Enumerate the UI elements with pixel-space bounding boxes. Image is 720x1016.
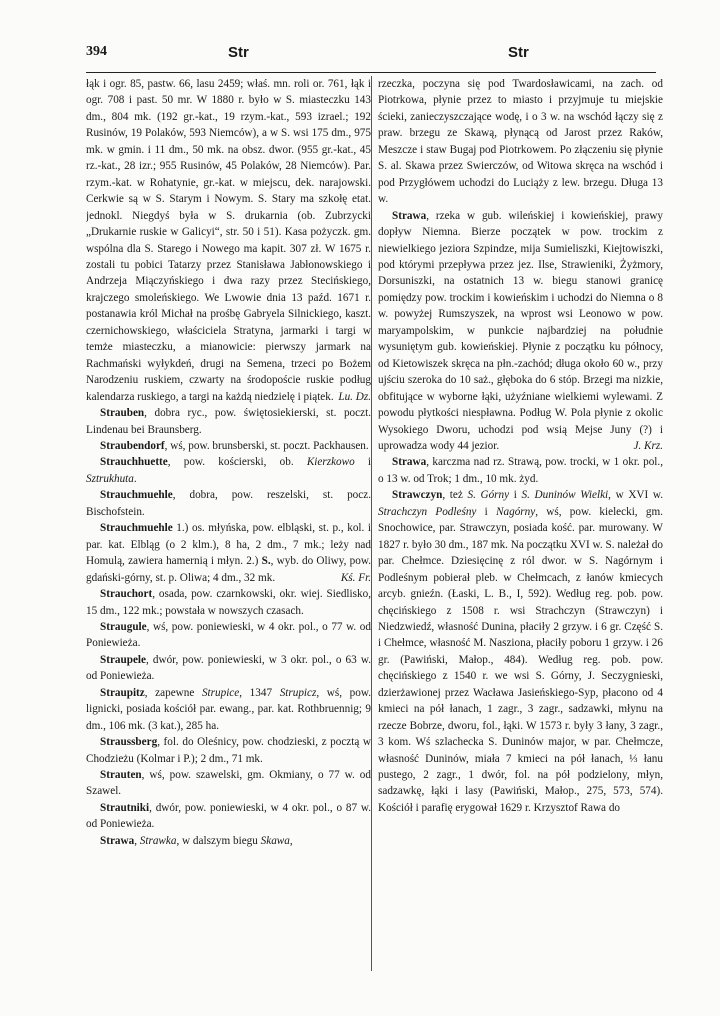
dictionary-entry xyxy=(86,438,371,454)
dictionary-entry xyxy=(86,619,371,652)
entry-headword: Strauchhuette xyxy=(100,456,168,469)
italic-text: S. Duninów Wielki xyxy=(521,489,609,502)
entry-headword: Strauchort xyxy=(100,588,153,601)
entry-headword: Straupele xyxy=(100,653,146,666)
entry-headword: Straupitz xyxy=(100,686,145,699)
entry-text: , dwór, pow. poniewieski, w 4 okr. pol., o 87 w. od Poniewieża. xyxy=(86,801,371,831)
dictionary-entry xyxy=(86,685,371,734)
entry-headword: Strawa xyxy=(392,456,427,469)
dictionary-entry xyxy=(378,487,663,816)
italic-text: Nagórny xyxy=(496,505,536,518)
dictionary-entry xyxy=(86,487,371,520)
dictionary-entry xyxy=(378,76,663,208)
author-signature: Kś. Fr. xyxy=(340,571,371,584)
italic-text: S. Górny xyxy=(467,489,510,502)
running-head-right: Str xyxy=(508,44,529,61)
entry-headword: Strawczyn xyxy=(392,489,443,502)
entry-text: , w XVI w. xyxy=(608,489,663,502)
entry-headword: Strawa xyxy=(100,834,135,847)
italic-text: Strupicz xyxy=(279,686,317,699)
entry-text: , xyxy=(134,834,140,847)
entry-text: , osada, pow. czarnkowski, okr. wiej. Siedlisko, 15 dm., 122 mk.; powstała w nowszych czasach. xyxy=(86,588,371,617)
entry-text: , w dalszym biegu xyxy=(176,834,261,847)
entry-text: , pow. kościerski, ob. xyxy=(167,456,307,469)
dictionary-entry xyxy=(86,800,371,833)
entry-text: rzeczka, poczyna się pod Twardosławicami, na zach. od Piotrkowa, płynie przez to miasto i przyjmuje tu miejskie ścieki, zanieczyszczające wodę, i o 3 w. na wschód łączy się z praw. brzegu ze Skawą, płynącą od Jarost przez Raków, Meszcze i staw Bugaj pod Piotrkowem. Po złączeniu się płynie S. al. Skawa przez Swierczów, od Witowa skręca na wschód i pod Przygłówem uchodzi do Luciąży z lew. brzegu. Długa 13 w. xyxy=(378,78,663,206)
italic-text: Strawka xyxy=(139,834,177,847)
dictionary-entry xyxy=(86,520,371,586)
entry-headword: Straugule xyxy=(100,620,147,633)
entry-headword: Strawa xyxy=(392,209,427,222)
entry-text: i xyxy=(476,505,497,518)
running-head-left: Str xyxy=(228,44,249,61)
entry-headword: Strauben xyxy=(100,407,145,420)
entry-text: łąk i ogr. 85, pastw. 66, lasu 2459; właś. mn. roli or. 761, łąk i ogr. 708 i past. 50 mr. W 1880 r. było w S. miasteczku 143 dm., 804 mk. (192 gr.-kat., 19 rzym.-kat., 593 izrael.; 192 Rusinów, 19 Polaków, 593 Niemców), a w S. wsi 175 dm., 975 mk. w gmin. i 11 dm., 50 mk. na obsz. dwor. (955 gr.-kat., 45 rz.-kat., 28 izr.; 955 Rusinów, 45 Polaków, 28 Niemców). Par. rzym.-kat. w Rohatynie, gr.-kat. w miejscu, dek. narajowski. Cerkwie są w S. Starym i Nowym. S. Stary ma szkołę etat. jednokl. Niegdyś była w S. drukarnia (ob. Zubrzycki „Drukarnie ruskie w Galicyi“, str. 50 i 51). Kasa pożyczk. gm. wspólna dla S. Starego i Nowego ma kapit. 307 zł. W 1675 r. zostali tu pobici Tatarzy przez Stanisława Jabłonowskiego i Andrzeja Miączyńskiego i dwa razy przez Stecińskiego, krajczego smoleńskiego. We Lwowie dnia 13 paźd. 1671 r. postanawia król Michał na prośbę Gabryela Silnickiego, kaszt. czernichowskiego, właściciela Stratyna, jarmarki i targi w temże miasteczku, a mianowicie: pierwszy jarmark na Rachmański wyłykdeń, drugi na Semena, trzeci po Bożem Narodzeniu ruskiem, czwarty na środopoście ruskie podług kalendarza ruskiego, a targi na każdą niedzielę i piątek. xyxy=(86,78,371,403)
entry-text: , 1347 xyxy=(239,686,280,699)
entry-text: , wyb. do Oliwy, pow. gdański-górny, st. p. Oliwa; 4 dm., 32 mk. xyxy=(86,555,371,584)
entry-headword: Straubendorf xyxy=(100,439,165,452)
entry-headword: S. xyxy=(261,555,271,568)
dictionary-entry xyxy=(378,454,663,487)
italic-text: Skawa xyxy=(260,834,290,847)
entry-text: , zapewne xyxy=(144,686,202,699)
entry-text: , karczma nad rz. Strawą, pow. trocki, w 1 okr. pol., o 13 w. od Trok; 1 dm., 10 mk. żyd. xyxy=(378,456,663,485)
dictionary-entry xyxy=(86,767,371,800)
entry-headword: Strautniki xyxy=(100,801,150,814)
dictionary-entry xyxy=(86,586,371,619)
entry-text: , dwór, pow. poniewieski, w 3 okr. pol., o 63 w. od Poniewieża. xyxy=(86,653,371,683)
author-signature: J. Krz. xyxy=(633,439,663,452)
dictionary-entry xyxy=(86,405,371,438)
entry-text: i xyxy=(509,489,522,502)
entry-text: , dobra, pow. reszelski, st. pocz. Bischofstein. xyxy=(86,489,371,518)
entry-headword: Straussberg xyxy=(100,736,158,749)
column-separator xyxy=(371,76,372,971)
entry-headword: Strauten xyxy=(100,769,142,782)
entry-text: , też xyxy=(442,489,468,502)
entry-text: , rzeka w gub. wileńskiej i kowieńskiej, prawy dopływ Niemna. Bierze początek w pow. trockim z niewielkiego jeziora Szpindze, mija Sumieliszki, Kiejtowiszki, pod którymi przepływa przez jez. Ilse, Strawieniki, Żyżmory, Dorsuniszki, na ostatnich 13 w. biegu stanowi granicę pomiędzy pow. trockim i kowieńskim i uchodzi do Niemna o 8 w. powyżej Rumszyszek, na wprost wsi Leonowo w pow. maryampolskim, w punkcie najbardziej na południe wysuniętym gub. kowieńskiej. Płynie z początku ku północy, od Kietowiszek skręca na płn.-zachód; długa około 60 w., przy ujściu szeroka do 10 saż., głęboka do 6 stóp. Brzegi ma nizkie, obfitujące w wyborne łąki, użyźniane wielkiemi wylewami. Z powodu płytkości niespławna. Podług W. Pola płynie z okolic Wysokiego Dworu, uchodzi pod wsią Mejse Juny (?) i uprowadza wody 44 jezior. xyxy=(378,209,663,452)
entry-text: 1.) os. młyńska, pow. elbląski, st. p., kol. i par. kat. Elbląg (o 2 klm.), 8 ha, 2 dm., 7 mk.; leży nad Homulą, zawiera hamernią i młyn. 2.) xyxy=(86,522,371,568)
running-header xyxy=(86,44,646,66)
right-column xyxy=(378,76,663,971)
entry-text: , wś, pow. lignicki, posiada kościół par. ewang., par. kat. Rothbruennig; 9 dm., 106 mk. (3 kat.), 285 ha. xyxy=(86,686,371,732)
entry-text: . xyxy=(133,472,137,485)
page-number: 394 xyxy=(86,44,107,59)
entry-text: , wś, pow. kielecki, gm. Snochowice, par. Strawczyn, posiada kość. par. murowany. W 1827 r. było 30 dm., 187 mk. Na początku XVI w. S. należał do par. Chełmce. Dziesięcinę z ról dwor. w S. Nagórnym i Podleśnym pobierał pleb. w Chełmcach, z łanów kmiecych arcyb. gnieźn. (Łaski, L. B., I, 592). Według reg. pob. pow. chęcińskiego z 1508 r. wsi Strachczyn (Strawczyn) i Niedzwiedź, własność Dunina, płaciły 2 grzyw. i 6 gr. Część S. i Chełmce, własność M. Nasziona, płaciły poboru 1 grzyw. i 26 gr. (Pawiński, Małop., 484). Według reg. pob. pow. chęcińskiego z 1540 r. we wsi S. Górny, J. Seczygnieski, dzierżawionej przez Wacława Jasieńskiego-Syp, płacono od 4 kmieci na pół łanach, 1 zagr., 3 zagr., sadzawki, młynu na rzecze Bobrze, dworu, fol., łąki. W 1573 r. były 3 łany, 3 zagr., 3 kom. Wś szlachecka S. Duninów major, w par. Chełmcze, własność Duninów, miała 7 kmieci na pół łanach, ⅓ łanu pustego, 2 zagr., 1 dwór, fol. na pół podzielony, młyn, sadzawkę, łąki i lasy (Pawiński, Małop., 275, 573, 574). Kościół i parafię erygował 1629 r. Krzysztof Rawa do xyxy=(378,505,663,814)
dictionary-entry xyxy=(378,208,663,455)
entry-text: i xyxy=(354,456,371,469)
header-rule xyxy=(86,72,656,73)
entry-headword: Strauchmuehle xyxy=(100,522,173,535)
italic-text: Strachczyn Podleśny xyxy=(378,505,477,518)
italic-text: Sztrukhuta xyxy=(86,472,134,485)
entry-text: , fol. do Oleśnicy, pow. chodzieski, z pocztą w Chodzieżu (Kolmar i P.); 2 dm., 71 mk. xyxy=(86,736,371,765)
dictionary-entry xyxy=(86,734,371,767)
entry-headword: Strauchmuehle xyxy=(100,489,173,502)
author-signature: Lu. Dz. xyxy=(338,390,371,403)
entry-text: , dobra ryc., pow. świętosiekierski, st. poczt. Lindenau bei Braunsberg. xyxy=(86,407,371,436)
italic-text: Strupice xyxy=(201,686,240,699)
italic-text: Kierzkowo xyxy=(306,456,355,469)
dictionary-entry xyxy=(86,833,371,849)
entry-text: , xyxy=(289,834,293,847)
entry-text: , wś, pow. poniewieski, w 4 okr. pol., o 77 w. od Poniewieża. xyxy=(86,620,371,650)
entry-text: , wś, pow. brunsberski, st. poczt. Packhausen. xyxy=(164,439,369,452)
dictionary-entry xyxy=(86,652,371,685)
left-column xyxy=(86,76,371,971)
dictionary-entry xyxy=(86,76,371,405)
dictionary-entry xyxy=(86,454,371,487)
entry-text: , wś, pow. szawelski, gm. Okmiany, o 77 w. od Szawel. xyxy=(86,769,371,798)
